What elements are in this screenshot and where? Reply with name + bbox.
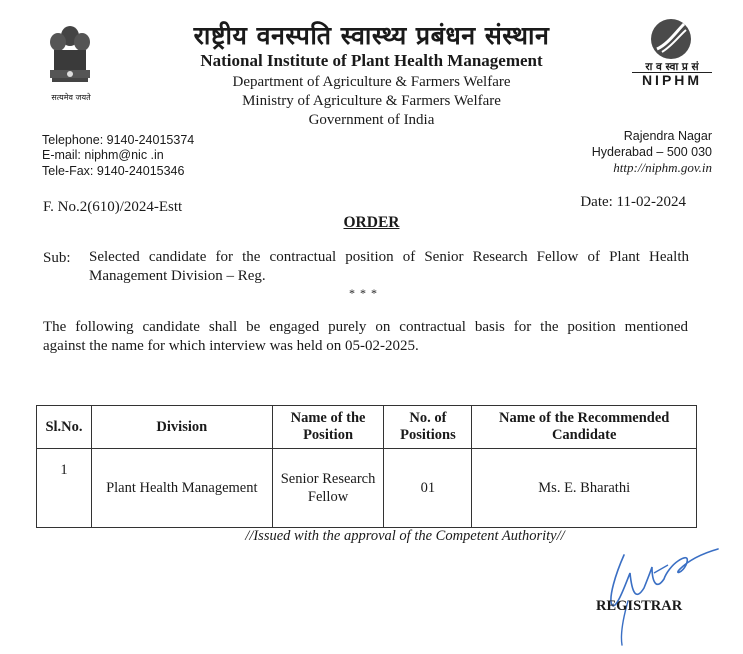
logo-hindi-text: रा व स्वा प्र सं [645,61,699,73]
registrar-signature [594,543,724,648]
order-date: Date: 11-02-2024 [580,194,686,210]
cell-no-of-positions: 01 [384,449,472,528]
hindi-title: राष्ट्रीय वनस्पति स्वास्थ्य प्रबंधन संस्थान [193,21,550,50]
body-paragraph-line-1: The following candidate shall be engaged purely on contractual basis for the position mentioned [43,319,688,335]
contact-telephone: Telephone: 9140-24015374 [42,133,195,147]
cell-division: Plant Health Management [91,449,272,528]
issued-note: //Issued with the approval of the Competent Authority// [245,528,565,544]
subject-line-1: Selected candidate for the contractual position of Senior Research Fellow of Plant Health [89,249,689,265]
table-header-row [37,406,697,449]
handwritten-signature-icon [594,543,724,648]
address-line2: Hyderabad – 500 030 [591,145,712,159]
address-line1: Rajendra Nagar [623,129,712,143]
leaf-logo-icon [648,16,694,62]
cell-position: Senior Research Fellow [272,449,384,528]
subject-line-2: Management Division – Reg. [89,268,266,284]
header-recommended-candidate: Name of the Recommended Candidate [472,406,697,449]
subject-label: Sub: [43,250,71,266]
cell-sl-no: 1 [37,449,92,528]
header-division: Division [91,406,272,449]
institute-title: National Institute of Plant Health Management [200,51,543,70]
header-position-name: Name of the Position [272,406,384,449]
order-heading: ORDER [343,214,400,231]
header-no-of-positions: No. of Positions [384,406,472,449]
contact-email: E-mail: niphm@nic .in [42,148,164,162]
contact-telefax: Tele-Fax: 9140-24015346 [42,164,185,178]
candidate-table [36,405,697,528]
separator-stars: * * * [349,286,378,300]
file-number: F. No.2(610)/2024-Estt [43,199,183,215]
header-sl-no: Sl.No. [37,406,92,449]
registrar-designation: REGISTRAR [596,598,683,614]
government-line: Government of India [308,112,435,128]
body-paragraph-line-2: against the name for which interview was held on 05-02-2025. [43,338,419,354]
table-row [37,449,697,528]
niphm-logo [648,16,694,62]
emblem-motto: सत्यमेव जयते [51,93,91,102]
website-link[interactable]: http://niphm.gov.in [613,160,712,175]
department-line: Department of Agriculture & Farmers Welfare [232,74,511,90]
cell-candidate-name: Ms. E. Bharathi [472,449,697,528]
ministry-line: Ministry of Agriculture & Farmers Welfare [242,93,501,109]
logo-abbreviation: NIPHM [632,72,712,88]
